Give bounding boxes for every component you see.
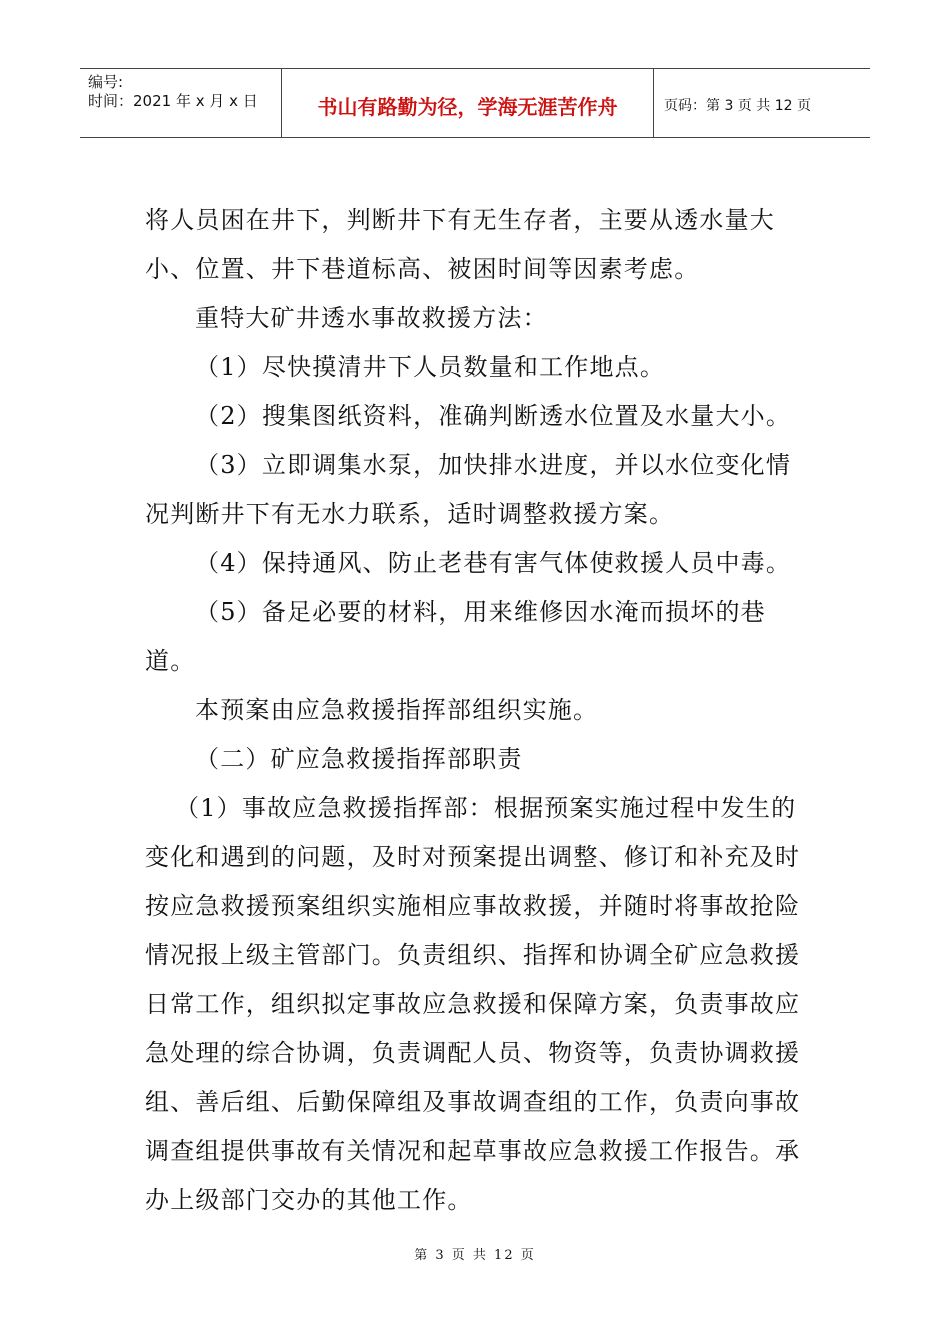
list-item-1: （1）尽快摸清井下人员数量和工作地点。 [195,353,666,381]
list-item-5: （5）备足必要的材料，用来维修因水淹而损坏的巷道。 [145,598,766,675]
paragraph-command-duties: （1）事故应急救援指挥部：根据预案实施过程中发生的变化和遇到的问题，及时对预案提出调整、修订和补充及时按应急救援预案组织实施相应事故救援，并随时将事故抢险情况报上级主管部门。负责组织、指挥和协调全矿应急救援日常工作，组织拟定事故应急救援和保障方案，负责事故应急处理的综合协调，负责调配人员、物资等，负责协调救援组、善后组、后勤保障组及事故调查组的工作，负责向事故调查组提供事故有关情况和起草事故应急救援工作报告。承办上级部门交办的其他工作。 [145,794,801,1214]
document-body [145,196,815,1225]
section-heading-duties: （二）矿应急救援指挥部职责 [195,745,523,773]
header-motto: 书山有路勤为径，学海无涯苦作舟 [282,69,654,137]
paragraph-continued: 将人员困在井下，判断井下有无生存者，主要从透水量大小、位置、井下巷道标高、被困时间等因素考虑。 [145,206,775,283]
paragraph-rescue-methods-heading: 重特大矿井透水事故救援方法： [195,304,548,332]
header-meta-cell [80,69,282,137]
list-item-3: （3）立即调集水泵，加快排水进度，并以水位变化情况判断井下有无水力联系，适时调整救援方案。 [145,451,792,528]
page-footer: 第 3 页 共 12 页 [414,1248,536,1263]
list-item-2: （2）搜集图纸资料，准确判断透水位置及水量大小。 [195,402,792,430]
page-header [80,68,870,138]
list-item-4: （4）保持通风、防止老巷有害气体使救援人员中毒。 [195,549,792,577]
document-number-label: 编号: [88,73,124,91]
paragraph-implementation: 本预案由应急救援指挥部组织实施。 [195,696,599,724]
header-page-info: 页码：第 3 页 共 12 页 [664,98,811,114]
document-time-label: 时间：2021 年 x 月 x 日 [88,92,258,110]
